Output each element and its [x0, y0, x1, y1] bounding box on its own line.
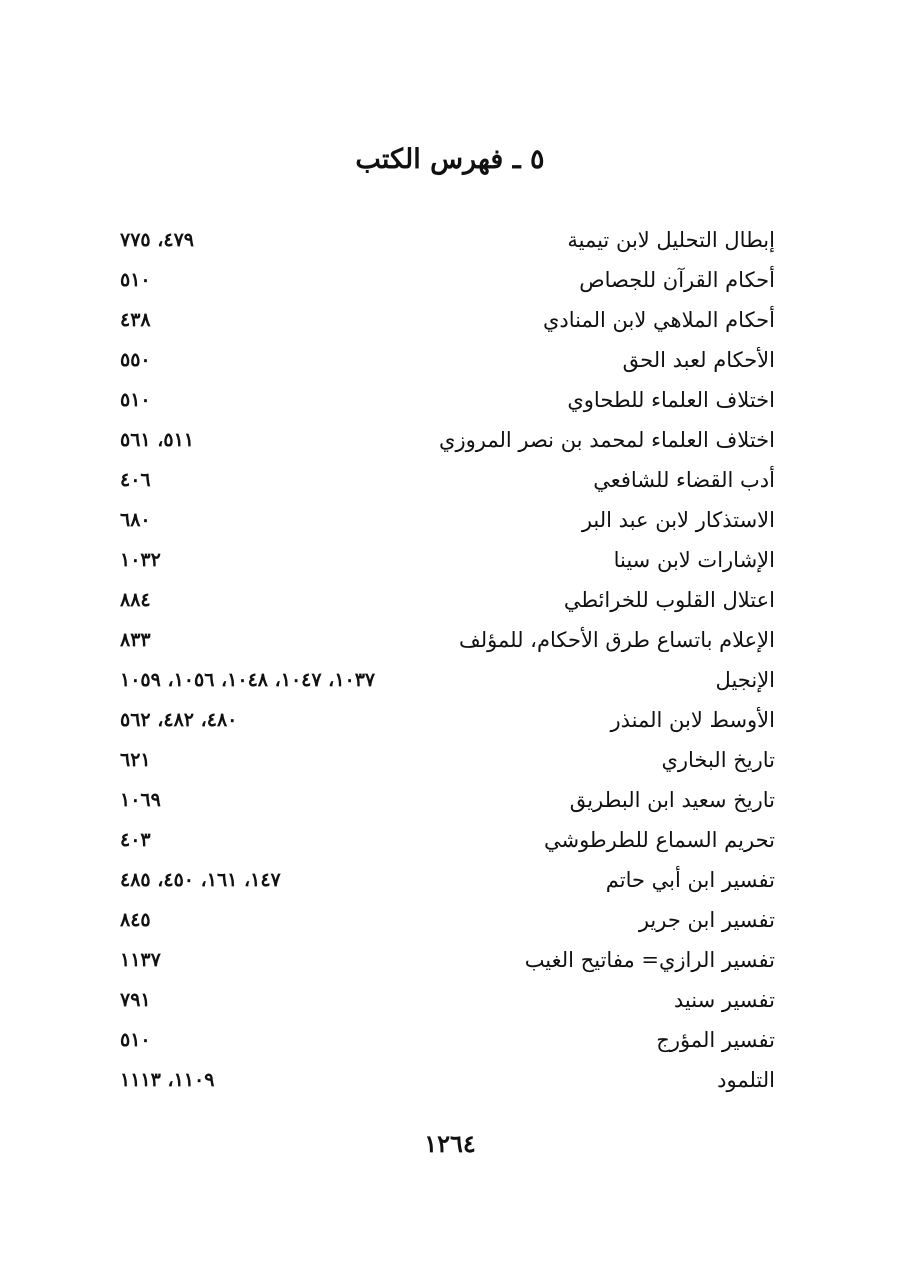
page-references: ٥١٠: [120, 269, 151, 291]
index-entry: [120, 580, 775, 620]
book-title: اختلاف العلماء لمحمد بن نصر المروزي: [439, 428, 775, 452]
page-number: ١٢٦٤: [424, 1129, 476, 1158]
index-entry: [120, 1060, 775, 1100]
index-entry: [120, 1020, 775, 1060]
index-entry: [120, 660, 775, 700]
book-title: تفسير الرازي= مفاتيح الغيب: [524, 948, 775, 972]
index-entry: [120, 340, 775, 380]
page-references: ٧٩١: [120, 989, 151, 1011]
page-references: ٥١٠: [120, 389, 151, 411]
page-references: ٤٨٠، ٤٨٢، ٥٦٢: [120, 709, 238, 731]
index-entry: [120, 500, 775, 540]
index-entry: [120, 300, 775, 340]
index-entry: [120, 380, 775, 420]
book-title: أدب القضاء للشافعي: [593, 468, 775, 492]
book-title: الأوسط لابن المنذر: [610, 708, 775, 732]
book-title: أحكام الملاهي لابن المنادي: [542, 308, 775, 332]
book-title: إبطال التحليل لابن تيمية: [567, 228, 775, 252]
page-references: ٨٨٤: [120, 589, 151, 611]
book-title: تاريخ البخاري: [661, 748, 775, 772]
book-title: الأحكام لعبد الحق: [622, 348, 775, 372]
page-references: ٤٧٩، ٧٧٥: [120, 229, 194, 251]
book-title: اختلاف العلماء للطحاوي: [567, 388, 775, 412]
page-references: ١٠٣٢: [120, 549, 161, 571]
book-title: تفسير ابن أبي حاتم: [605, 868, 775, 892]
index-entry: [120, 220, 775, 260]
page-references: ٤٣٨: [120, 309, 151, 331]
index-entry: [120, 860, 775, 900]
index-entry: [120, 780, 775, 820]
index-entry: [120, 820, 775, 860]
page-references: ١٠٦٩: [120, 789, 161, 811]
index-entry: [120, 420, 775, 460]
page-references: ٨٤٥: [120, 909, 151, 931]
book-index-list: [120, 220, 775, 1100]
index-entry: [120, 700, 775, 740]
index-entry: [120, 980, 775, 1020]
book-title: تفسير المؤرج: [656, 1028, 775, 1052]
page-references: ٤٠٦: [120, 469, 151, 491]
page-references: ٥١١، ٥٦١: [120, 429, 194, 451]
index-entry: [120, 620, 775, 660]
book-title: أحكام القرآن للجصاص: [579, 268, 775, 292]
book-title: الإعلام باتساع طرق الأحكام، للمؤلف: [459, 628, 775, 652]
index-entry: [120, 260, 775, 300]
index-entry: [120, 460, 775, 500]
page-references: ٤٠٣: [120, 829, 151, 851]
page-references: ١٠٣٧، ١٠٤٧، ١٠٤٨، ١٠٥٦، ١٠٥٩: [120, 669, 376, 691]
index-entry: [120, 900, 775, 940]
book-title: تاريخ سعيد ابن البطريق: [569, 788, 775, 812]
page-references: ٥٥٠: [120, 349, 151, 371]
index-entry: [120, 540, 775, 580]
index-entry: [120, 740, 775, 780]
book-title: تحريم السماع للطرطوشي: [543, 828, 775, 852]
book-title: تفسير ابن جرير: [638, 908, 775, 932]
page-title: ٥ ـ فهرس الكتب: [355, 144, 545, 175]
page-references: ٦٢١: [120, 749, 151, 771]
page-references: ١١٠٩، ١١١٣: [120, 1069, 215, 1091]
index-entry: [120, 940, 775, 980]
page-references: ٥١٠: [120, 1029, 151, 1051]
page-references: ٦٨٠: [120, 509, 151, 531]
page-references: ٨٣٣: [120, 629, 151, 651]
book-title: الإشارات لابن سينا: [613, 548, 775, 572]
page-references: ١١٣٧: [120, 949, 161, 971]
book-title: اعتلال القلوب للخرائطي: [563, 588, 775, 612]
book-title: تفسير سنيد: [673, 988, 775, 1012]
book-title: الاستذكار لابن عبد البر: [581, 508, 775, 532]
book-title: التلمود: [717, 1068, 775, 1092]
book-title: الإنجيل: [715, 668, 775, 692]
page-references: ١٤٧، ١٦١، ٤٥٠، ٤٨٥: [120, 869, 281, 891]
